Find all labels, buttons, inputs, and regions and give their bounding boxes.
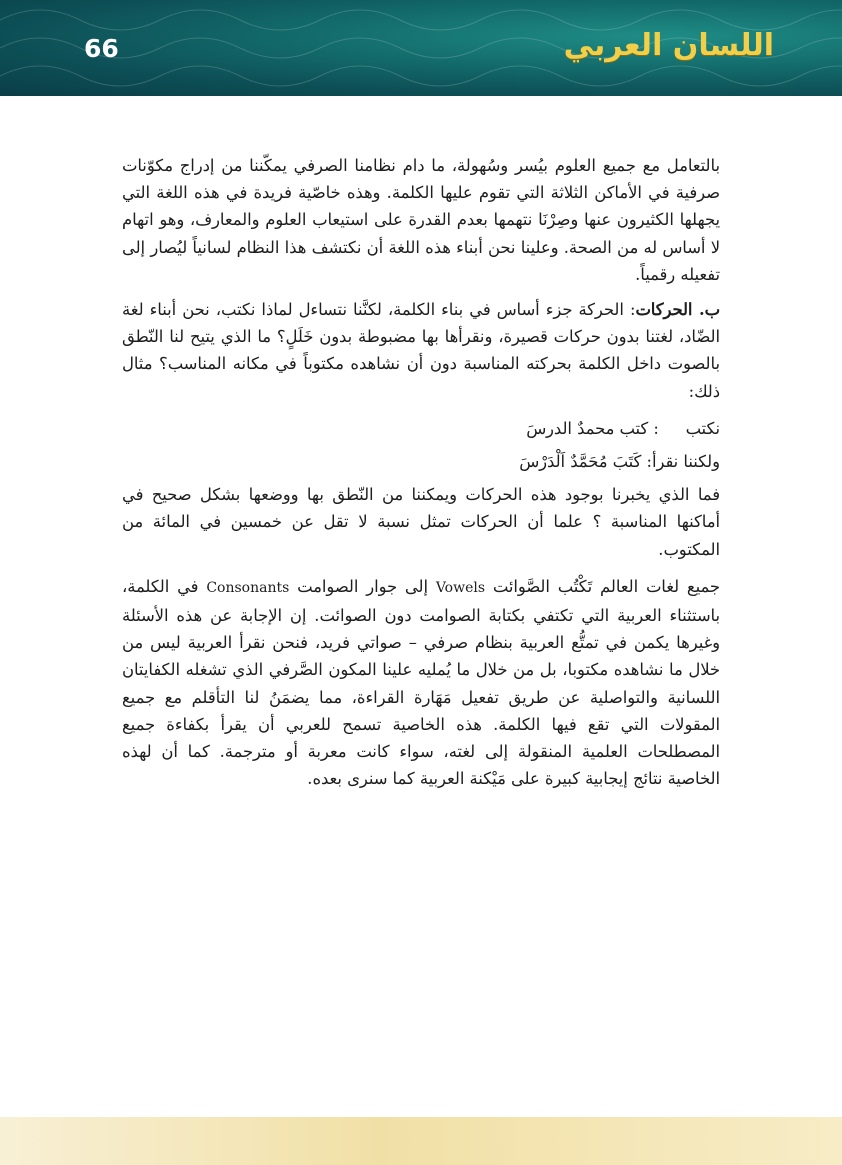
example-written — [122, 415, 720, 442]
paragraph-intro: بالتعامل مع جميع العلوم بيُسر وسُهولة، ما دام نظامنا الصرفي يمكّننا من إدراج مكوّنات صرفية في الأماكن الثلاثة التي تقوم عليها الكلمة. وهذه خاصّية فريدة في هذه اللغة التي يجهلها الكثيرون عنها وصِرْنَا نتهمها بعدم القدرة على استيعاب العلوم والمعارف، وهو اتهام لا أساس له من الصحة. وعلينا نحن أبناء هذه اللغة أن نكتشف هذا النظام لسانياً ليُصار إلى تفعيله رقمياً. — [122, 156, 720, 284]
example-read — [122, 448, 720, 475]
paragraph-question: فما الذي يخبرنا بوجود هذه الحركات ويمكننا من النّطق بها ووضعها بشكل صحيح في أماكنها المناسبة ؟ علما أن الحركات تمثل نسبة لا تقل عن خمسين في المائة من المكتوب. — [122, 485, 720, 559]
paragraph-vowels-part-c: في الكلمة، باستثناء العربية التي تكتفي بكتابة الصوامت دون الصوائت. إن الإجابة عن هذه الأسئلة وغيرها يكمن في تمتُّع العربية بنظام صرفي – صواتي فريد، فنحن نقرأ العربية ليس من خلال ما نشاهده مكتوبا، بل من خلال ما يُمليه علينا المكون الصَّرفي الذي تشغله الكفايتان اللسانية والتواصلية عن طريق تفعيل مَهَارة القراءة، مما يضمَنُ لنا التأقلم مع جميع المقولات التي تقع فيها الكلمة. هذه الخاصية تسمح للعربي أن يقرأ بكفاءة جميع المصطلحات العلمية المنقولة إلى لغته، سواء كانت معربة أو مترجمة. كما أن لهذه الخاصية نتائج إيجابية كبيرة على مَيْكنة العربية كما سنرى بعده. — [122, 576, 720, 789]
article-body — [122, 152, 720, 802]
page-footer-band — [0, 1117, 842, 1165]
paragraph-vowels-part-a: جميع لغات العالم تَكْتُب الصَّوائت — [492, 576, 720, 596]
example-read-label: ولكننا نقرأ: — [646, 452, 720, 472]
paragraph-vowels — [122, 573, 720, 793]
page-header — [0, 0, 842, 96]
example-written-label: نكتب — [685, 418, 720, 438]
section-heading-harakat: ب. الحركات — [635, 300, 720, 320]
term-vowels: Vowels — [435, 579, 486, 596]
publication-logo: اللسان العربي — [563, 28, 774, 63]
paragraph-harakat — [122, 296, 720, 405]
example-read-text: كَتَبَ مُحَمَّدٌ اَلْدَرْسَ — [519, 452, 642, 472]
example-written-text: : كتب محمدٌ الدرسَ — [526, 418, 659, 438]
paragraph-harakat-text: : الحركة جزء أساس في بناء الكلمة، لكنَّنا نتساءل لماذا نكتب، نحن أبناء لغة الضّاد، لغتنا بدون حركات قصيرة، ونقرأها بها مضبوطة بدون خَلَلٍ؟ ما الذي يتيح لنا النّطق بالصوت داخل الكلمة بحركته المناسبة دون أن نشاهده مكتوباً في مكانه المناسب؟ مثال ذلك: — [122, 300, 720, 401]
page-number: 66 — [84, 34, 119, 63]
paragraph-vowels-part-b: إلى جوار الصوامت — [297, 576, 428, 596]
term-consonants: Consonants — [206, 579, 290, 596]
